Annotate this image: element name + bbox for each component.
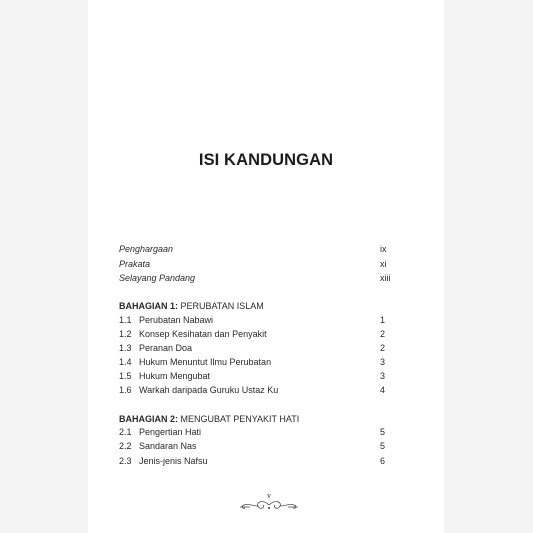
toc-entry-page: 5 (380, 441, 386, 451)
toc-entry-page: 6 (380, 456, 386, 466)
toc-entry-label: Selayang Pandang (119, 273, 196, 283)
toc-entry-page: xiii (380, 273, 391, 283)
toc-entry-page: 2 (380, 343, 386, 353)
toc-entry-number: 2.1 (119, 427, 132, 437)
toc-entry-label: Jenis-jenis Nafsu (139, 456, 208, 466)
toc-entry-label: Hukum Menuntut Ilmu Perubatan (139, 357, 272, 367)
toc-entry-number: 1.4 (119, 357, 132, 367)
toc-entry-page: 3 (380, 357, 386, 367)
toc-entry (119, 341, 389, 355)
toc-entry (119, 439, 389, 453)
toc-entry-page: 2 (380, 329, 386, 339)
toc-entry-page: xi (380, 259, 387, 269)
toc-entry-number: 1.5 (119, 371, 132, 381)
toc-entry-label: Hukum Mengubat (139, 371, 211, 381)
toc-entry (119, 257, 389, 271)
toc-entry-label: Warkah daripada Guruku Ustaz Ku (139, 385, 279, 395)
toc-entry-page: 5 (380, 427, 386, 437)
section-heading-text: PERUBATAN ISLAM (178, 301, 264, 311)
toc-entry-number: 1.6 (119, 385, 132, 395)
toc-entry-label: Penghargaan (119, 244, 174, 254)
toc-entry-page: ix (380, 244, 387, 254)
section-heading-bold: BAHAGIAN 1: (119, 301, 179, 311)
toc-entry (119, 355, 389, 369)
section-heading-text: MENGUBAT PENYAKIT HATI (178, 414, 300, 424)
toc-entry-label: Sandaran Nas (139, 441, 197, 451)
toc-entry (119, 425, 389, 439)
page-number-ornament (238, 493, 300, 515)
section-heading (119, 299, 264, 313)
toc-entry (119, 271, 389, 285)
toc-entry-page: 3 (380, 371, 386, 381)
toc-entry-page: 1 (380, 315, 386, 325)
section-heading-bold: BAHAGIAN 2: (119, 414, 179, 424)
toc-entry-number: 2.3 (119, 456, 132, 466)
toc-entry (119, 313, 389, 327)
book-page (88, 0, 444, 533)
toc-entry-label: Perubatan Nabawi (139, 315, 214, 325)
toc-entry-page: 4 (380, 385, 386, 395)
toc-entry (119, 369, 389, 383)
toc-entry-number: 1.2 (119, 329, 132, 339)
toc-entry-label: Konsep Kesihatan dan Penyakit (139, 329, 267, 339)
toc-entry-number: 1.1 (119, 315, 132, 325)
section-heading (119, 412, 299, 426)
toc-entry (119, 242, 389, 256)
toc-entry-number: 1.3 (119, 343, 132, 353)
toc-entry (119, 327, 389, 341)
page-title: ISI KANDUNGAN (198, 151, 334, 169)
toc-entry (119, 383, 389, 397)
toc-entry (119, 454, 389, 468)
page-number: v (267, 491, 271, 500)
toc-entry-label: Peranan Doa (139, 343, 193, 353)
toc-entry-number: 2.2 (119, 441, 132, 451)
toc-entry-label: Pengertian Hati (139, 427, 202, 437)
toc-entry-label: Prakata (119, 259, 151, 269)
